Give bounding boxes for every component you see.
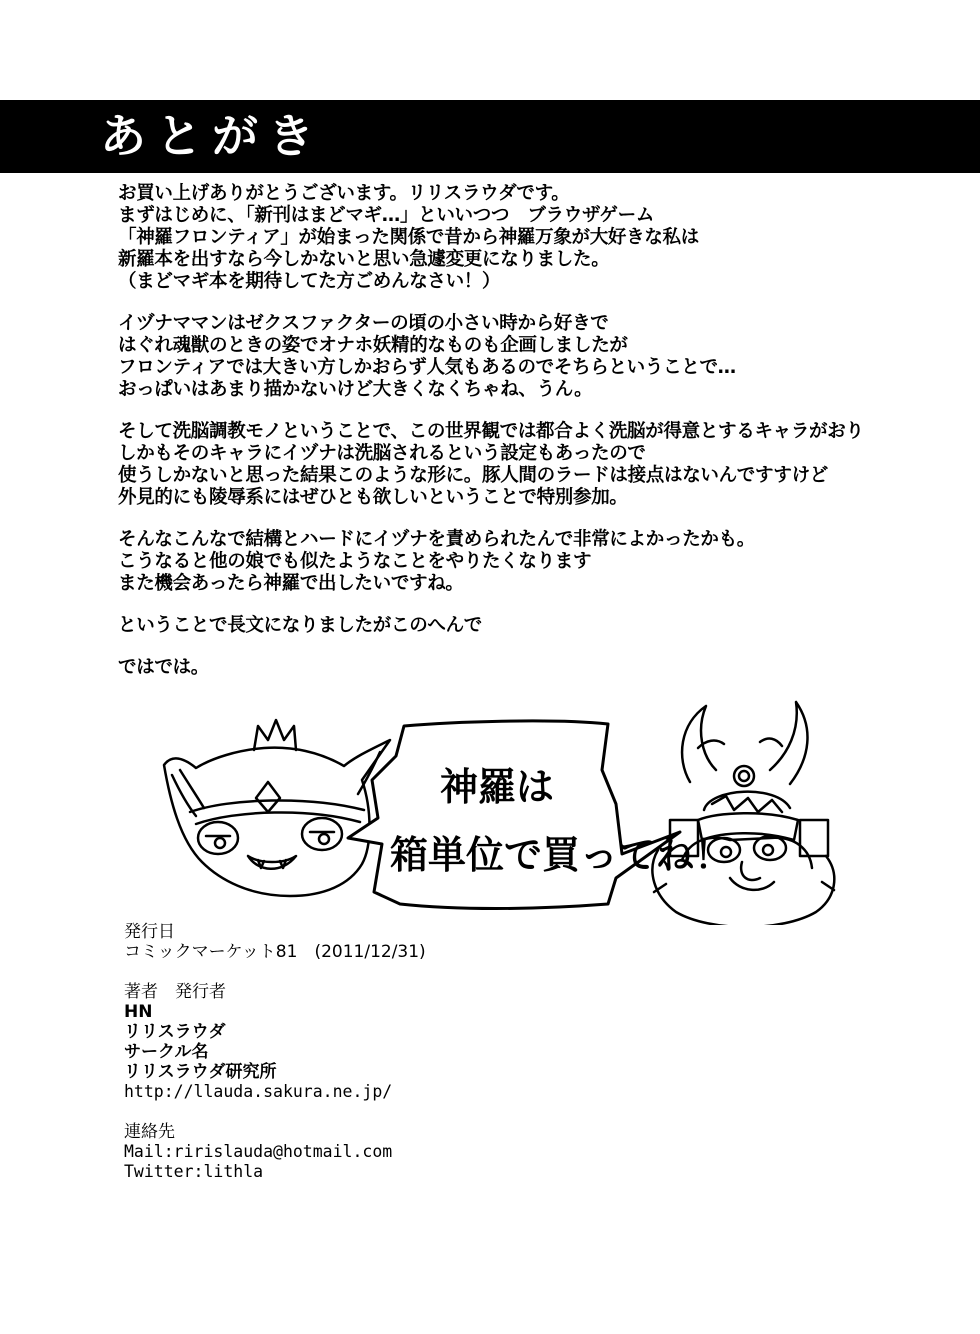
text-line: （まどマギ本を期待してた方ごめんなさい！） — [118, 271, 501, 292]
text-line: おっぱいはあまり描かないけど大きくなくちゃね、うん。 — [118, 379, 593, 400]
paragraph-4 — [118, 529, 958, 595]
issue-event: コミックマーケット81 (2011/12/31) — [124, 942, 426, 962]
afterword-body — [118, 183, 958, 699]
samurai-mascot-drawing — [652, 702, 834, 925]
issue-date-label: 発行日 — [124, 922, 175, 942]
text-line: イヅナママンはゼクスファクターの頃の小さい時から好きで — [118, 313, 609, 334]
page-title: あとがき — [100, 109, 324, 163]
text-line: 「神羅フロンティア」が始まった関係で昔から神羅万象が大好きな私は — [118, 227, 699, 248]
text-line: こうなると他の娘でも似たようなことをやりたくなります — [118, 551, 592, 572]
text-line: 使うしかないと思った結果このような形に。豚人間のラードは接点はないんですすけど — [118, 465, 828, 486]
bubble-line-1: 神羅は — [440, 764, 555, 809]
author-name: HN — [124, 1002, 153, 1022]
contact-twitter: Twitter:lithla — [124, 1162, 264, 1181]
text-line: 外見的にも陵辱系にはぜひとも欲しいということで特別参加。 — [118, 487, 628, 508]
bubble-line-2: 箱単位で買ってね！ — [390, 832, 733, 877]
text-line: ということで長文になりましたがこのへんで — [118, 615, 483, 636]
colophon — [124, 922, 426, 1182]
author-alias: リリスラウダ — [124, 1022, 226, 1042]
text-line: ではでは。 — [118, 657, 210, 678]
text-line: そんなこんなで結構とハードにイヅナを責められたんで非常によかったかも。 — [118, 529, 756, 550]
text-line: そして洗脳調教モノということで、この世界観では都合よく洗脳が得意とするキャラがおり — [118, 421, 864, 442]
text-line: まずはじめに、「新刊はまどマギ…」といいつつ ブラウザゲーム — [118, 205, 655, 226]
circle-label: サークル名 — [124, 1042, 209, 1062]
text-line: 新羅本を出すなら今しかないと思い急遽変更になりました。 — [118, 249, 610, 270]
speech-bubble — [348, 721, 732, 909]
paragraph-6 — [118, 657, 958, 679]
paragraph-2 — [118, 313, 958, 401]
contact-mail: Mail:ririslauda@hotmail.com — [124, 1142, 393, 1161]
cat-mascot-drawing — [164, 720, 390, 896]
character-illustration — [150, 700, 840, 925]
contact-label: 連絡先 — [124, 1122, 175, 1142]
text-line: フロンティアでは大きい方しかおらず人気もあるのでそちらということで… — [118, 357, 736, 378]
text-line: はぐれ魂獣のときの姿でオナホ妖精的なものも企画しましたが — [118, 335, 628, 356]
text-line: また機会あったら神羅で出したいですね。 — [118, 573, 464, 594]
website-url: http://llauda.sakura.ne.jp/ — [124, 1082, 393, 1101]
paragraph-1 — [118, 183, 958, 293]
author-label: 著者 発行者 — [124, 982, 226, 1002]
text-line: しかもそのキャラにイヅナは洗脳されるという設定もあったので — [118, 443, 646, 464]
paragraph-3 — [118, 421, 958, 509]
paragraph-5 — [118, 615, 958, 637]
circle-name: リリスラウダ研究所 — [124, 1062, 277, 1082]
title-banner — [0, 100, 980, 173]
text-line: お買い上げありがとうございます。リリスラウダです。 — [118, 183, 570, 204]
